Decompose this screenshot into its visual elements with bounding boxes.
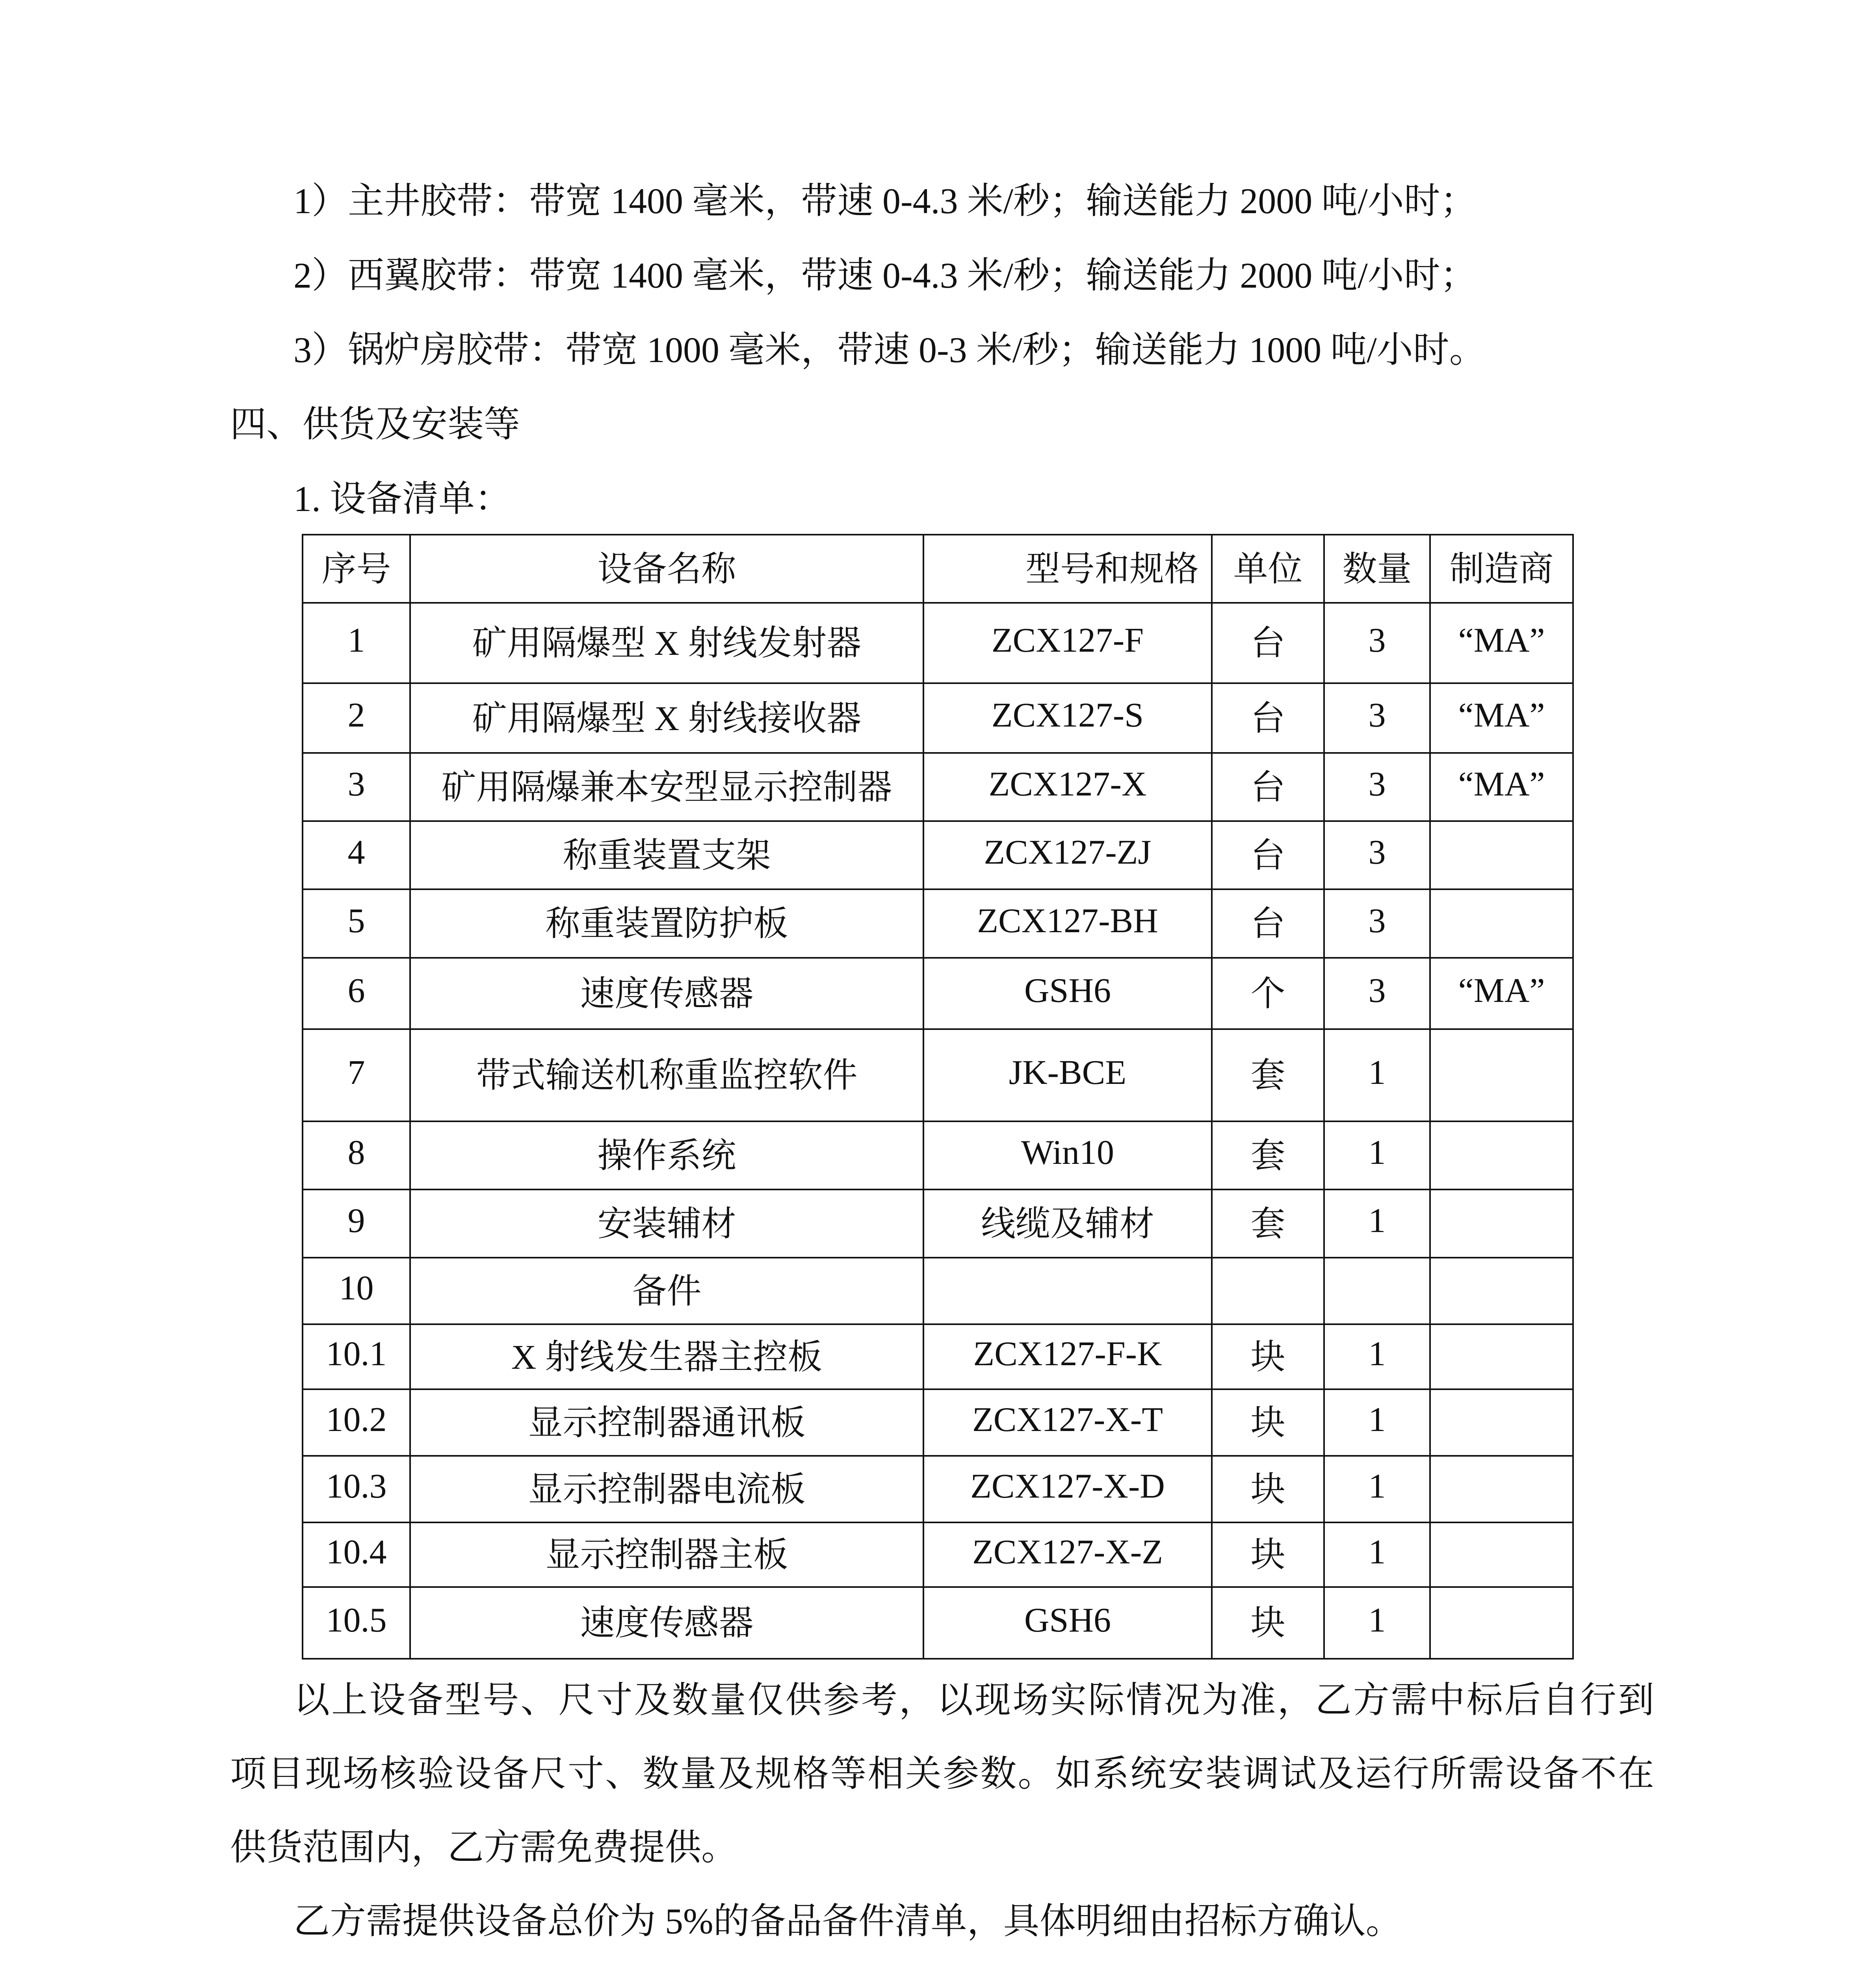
- belt-spec-item: 2）西翼胶带：带宽 1400 毫米，带速 0-4.3 米/秒；输送能力 2000 吨/小时；: [293, 255, 1477, 296]
- header-quantity: 数量: [1324, 535, 1430, 603]
- table-row: [303, 1029, 1573, 1121]
- cell-model-spec: ZCX127-X: [923, 753, 1212, 821]
- cell-serial-no: 8: [303, 1121, 410, 1189]
- cell-unit: 套: [1212, 1121, 1324, 1189]
- cell-manufacturer: [1430, 1189, 1573, 1258]
- table-row: [303, 1389, 1573, 1456]
- cell-quantity: 3: [1324, 821, 1430, 889]
- cell-serial-no: 1: [303, 603, 410, 683]
- cell-quantity: 1: [1324, 1121, 1430, 1189]
- cell-serial-no: 5: [303, 889, 410, 958]
- cell-model-spec: JK-BCE: [923, 1029, 1212, 1121]
- cell-serial-no: 10: [303, 1258, 410, 1324]
- cell-manufacturer: “MA”: [1430, 753, 1573, 821]
- equipment-list-heading: 1. 设备清单：: [293, 479, 511, 519]
- paragraph: [230, 1885, 1654, 1958]
- cell-quantity: 3: [1324, 683, 1430, 753]
- equipment-table: [302, 534, 1574, 1660]
- cell-manufacturer: [1430, 1029, 1573, 1121]
- cell-quantity: 1: [1324, 1029, 1430, 1121]
- cell-model-spec: ZCX127-X-D: [923, 1456, 1212, 1522]
- header-manufacturer: 制造商: [1430, 535, 1573, 603]
- table-row: [303, 958, 1573, 1029]
- paragraph: [230, 1663, 1654, 1885]
- cell-equipment-name: 备件: [410, 1258, 923, 1324]
- cell-model-spec: Win10: [923, 1121, 1212, 1189]
- cell-model-spec: ZCX127-F: [923, 603, 1212, 683]
- cell-manufacturer: [1430, 1258, 1573, 1324]
- equipment-table-wrapper: [302, 534, 1572, 1660]
- cell-equipment-name: 速度传感器: [410, 1587, 923, 1659]
- cell-quantity: 1: [1324, 1522, 1430, 1587]
- paragraph-line: 以上设备型号、尺寸及数量仅供参考，以现场实际情况为准，乙方需中标后自行到: [293, 1680, 1654, 1720]
- cell-manufacturer: [1430, 1522, 1573, 1587]
- cell-equipment-name: 矿用隔爆型 X 射线接收器: [410, 683, 923, 753]
- table-row: [303, 603, 1573, 683]
- table-header-row: [303, 535, 1573, 603]
- cell-serial-no: 9: [303, 1189, 410, 1258]
- table-row: [303, 753, 1573, 821]
- header-unit: 单位: [1212, 535, 1324, 603]
- cell-equipment-name: 速度传感器: [410, 958, 923, 1029]
- paragraph-line: 乙方需提供设备总价为 5%的备品备件清单，具体明细由招标方确认。: [293, 1901, 1402, 1941]
- cell-quantity: 3: [1324, 958, 1430, 1029]
- cell-manufacturer: [1430, 1456, 1573, 1522]
- cell-model-spec: ZCX127-X-Z: [923, 1522, 1212, 1587]
- cell-equipment-name: 显示控制器主板: [410, 1522, 923, 1587]
- cell-unit: [1212, 1258, 1324, 1324]
- cell-equipment-name: 操作系统: [410, 1121, 923, 1189]
- cell-manufacturer: “MA”: [1430, 603, 1573, 683]
- header-model-spec: 型号和规格: [923, 535, 1212, 603]
- cell-model-spec: GSH6: [923, 958, 1212, 1029]
- table-row: [303, 821, 1573, 889]
- cell-model-spec: ZCX127-F-K: [923, 1324, 1212, 1389]
- paragraph-line: 供货范围内，乙方需免费提供。: [230, 1827, 738, 1868]
- cell-equipment-name: 带式输送机称重监控软件: [410, 1029, 923, 1121]
- cell-serial-no: 10.4: [303, 1522, 410, 1587]
- belt-spec-item: 1）主井胶带：带宽 1400 毫米，带速 0-4.3 米/秒；输送能力 2000 吨/小时；: [293, 181, 1477, 221]
- notes-section: [230, 1663, 1654, 1970]
- cell-unit: 个: [1212, 958, 1324, 1029]
- cell-manufacturer: “MA”: [1430, 958, 1573, 1029]
- cell-manufacturer: [1430, 1121, 1573, 1189]
- cell-manufacturer: [1430, 821, 1573, 889]
- belt-spec-item: 3）锅炉房胶带：带宽 1000 毫米，带速 0-3 米/秒；输送能力 1000 吨/小时。: [293, 330, 1486, 370]
- cell-unit: 块: [1212, 1522, 1324, 1587]
- cell-equipment-name: X 射线发生器主控板: [410, 1324, 923, 1389]
- cell-serial-no: 10.1: [303, 1324, 410, 1389]
- cell-unit: 套: [1212, 1189, 1324, 1258]
- cell-serial-no: 2: [303, 683, 410, 753]
- cell-equipment-name: 显示控制器通讯板: [410, 1389, 923, 1456]
- cell-equipment-name: 安装辅材: [410, 1189, 923, 1258]
- cell-equipment-name: 矿用隔爆兼本安型显示控制器: [410, 753, 923, 821]
- cell-quantity: 1: [1324, 1389, 1430, 1456]
- table-row: [303, 1456, 1573, 1522]
- cell-model-spec: 线缆及辅材: [923, 1189, 1212, 1258]
- cell-unit: 块: [1212, 1587, 1324, 1659]
- cell-manufacturer: [1430, 889, 1573, 958]
- cell-equipment-name: 显示控制器电流板: [410, 1456, 923, 1522]
- cell-equipment-name: 称重装置支架: [410, 821, 923, 889]
- table-row: [303, 1587, 1573, 1659]
- cell-quantity: 3: [1324, 603, 1430, 683]
- cell-unit: 块: [1212, 1389, 1324, 1456]
- cell-unit: 台: [1212, 603, 1324, 683]
- cell-manufacturer: [1430, 1389, 1573, 1456]
- cell-unit: 块: [1212, 1324, 1324, 1389]
- cell-unit: 台: [1212, 889, 1324, 958]
- cell-manufacturer: “MA”: [1430, 683, 1573, 753]
- cell-quantity: 1: [1324, 1324, 1430, 1389]
- cell-equipment-name: 矿用隔爆型 X 射线发射器: [410, 603, 923, 683]
- cell-model-spec: ZCX127-ZJ: [923, 821, 1212, 889]
- cell-quantity: 1: [1324, 1456, 1430, 1522]
- table-row: [303, 1189, 1573, 1258]
- header-equipment-name: 设备名称: [410, 535, 923, 603]
- section-heading: 四、供货及安装等: [230, 404, 520, 444]
- cell-manufacturer: [1430, 1324, 1573, 1389]
- table-row: [303, 1258, 1573, 1324]
- table-row: [303, 889, 1573, 958]
- table-row: [303, 1121, 1573, 1189]
- cell-model-spec: ZCX127-BH: [923, 889, 1212, 958]
- cell-equipment-name: 称重装置防护板: [410, 889, 923, 958]
- cell-model-spec: [923, 1258, 1212, 1324]
- cell-serial-no: 10.3: [303, 1456, 410, 1522]
- cell-unit: 套: [1212, 1029, 1324, 1121]
- cell-quantity: 1: [1324, 1587, 1430, 1659]
- header-serial-no: 序号: [303, 535, 410, 603]
- paragraph: [230, 1958, 1654, 1970]
- table-row: [303, 1522, 1573, 1587]
- table-row: [303, 1324, 1573, 1389]
- cell-serial-no: 10.2: [303, 1389, 410, 1456]
- cell-unit: 台: [1212, 683, 1324, 753]
- cell-unit: 块: [1212, 1456, 1324, 1522]
- cell-model-spec: ZCX127-X-T: [923, 1389, 1212, 1456]
- cell-quantity: 3: [1324, 889, 1430, 958]
- cell-model-spec: ZCX127-S: [923, 683, 1212, 753]
- paragraph-line: 项目现场核验设备尺寸、数量及规格等相关参数。如系统安装调试及运行所需设备不在: [230, 1754, 1654, 1794]
- cell-quantity: 3: [1324, 753, 1430, 821]
- paragraph-line: [230, 1958, 1654, 1970]
- cell-quantity: 1: [1324, 1189, 1430, 1258]
- table-row: [303, 683, 1573, 753]
- cell-serial-no: 6: [303, 958, 410, 1029]
- cell-quantity: [1324, 1258, 1430, 1324]
- cell-model-spec: GSH6: [923, 1587, 1212, 1659]
- belt-spec-list: [230, 164, 1654, 536]
- cell-unit: 台: [1212, 753, 1324, 821]
- cell-serial-no: 3: [303, 753, 410, 821]
- cell-serial-no: 7: [303, 1029, 410, 1121]
- cell-manufacturer: [1430, 1587, 1573, 1659]
- cell-serial-no: 10.5: [303, 1587, 410, 1659]
- cell-unit: 台: [1212, 821, 1324, 889]
- cell-serial-no: 4: [303, 821, 410, 889]
